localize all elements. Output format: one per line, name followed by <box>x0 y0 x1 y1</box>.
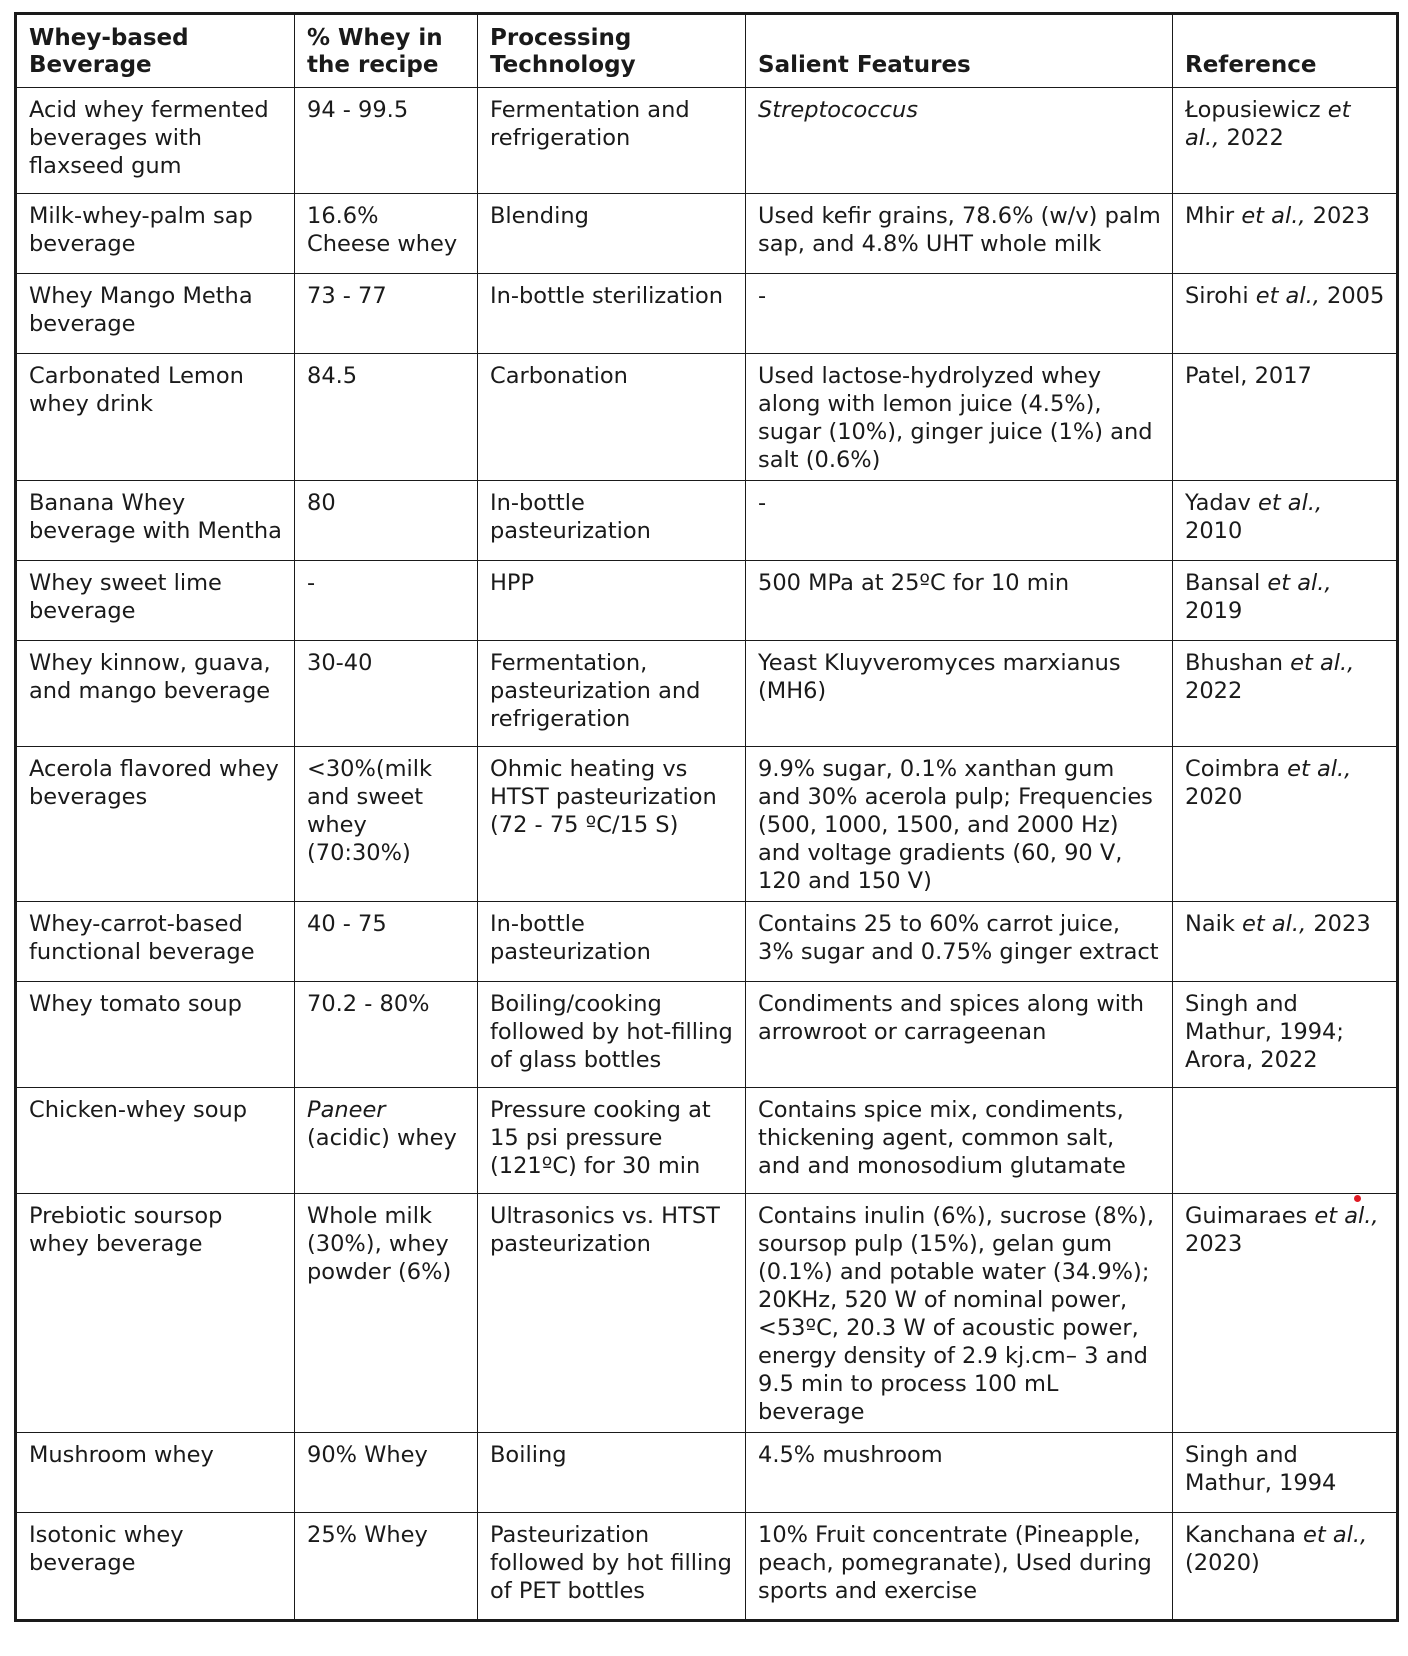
table-row <box>16 274 1398 354</box>
whey-percent-value: 70.2 - 80% <box>307 991 430 1017</box>
processing-technology: Fermentation, pasteurization and refrigeration <box>490 650 701 732</box>
cell-features <box>746 641 1173 747</box>
cell-features <box>746 982 1173 1088</box>
cell-whey-percent <box>295 354 478 481</box>
salient-features: Condiments and spices along with arrowroot or carrageenan <box>758 991 1145 1045</box>
reference-author: Patel, 2017 <box>1185 363 1312 389</box>
reference-author: Yadav <box>1185 490 1251 516</box>
table-body <box>16 88 1398 1621</box>
reference-author: Sirohi <box>1185 283 1249 309</box>
cell-whey-percent <box>295 641 478 747</box>
header-reference: Reference <box>1173 14 1398 88</box>
cell-whey-percent <box>295 1194 478 1433</box>
header-processing: Processing Technology <box>478 14 746 88</box>
whey-percent-value: 40 - 75 <box>307 911 387 937</box>
cell-beverage <box>16 1433 295 1513</box>
processing-technology: HPP <box>490 570 535 596</box>
processing-technology: Boiling/cooking followed by hot-filling of glass bottles <box>490 991 733 1073</box>
beverage-name: Carbonated Lemon whey drink <box>29 363 244 417</box>
salient-features: Yeast Kluyveromyces marxianus (MH6) <box>758 650 1121 704</box>
cell-beverage <box>16 641 295 747</box>
reference-author: Łopusiewicz <box>1185 97 1321 123</box>
whey-percent-value: 73 - 77 <box>307 283 387 309</box>
cell-beverage <box>16 1513 295 1621</box>
reference-year: 2023 <box>1185 1231 1243 1257</box>
reference-year: (2020) <box>1185 1550 1260 1576</box>
whey-percent-value: - <box>307 570 316 596</box>
cell-reference <box>1173 747 1398 902</box>
cell-processing <box>478 1513 746 1621</box>
processing-technology: Carbonation <box>490 363 628 389</box>
table-row <box>16 354 1398 481</box>
processing-technology: Pasteurization followed by hot filling of PET bottles <box>490 1522 732 1604</box>
cell-beverage <box>16 1194 295 1433</box>
table-row <box>16 88 1398 194</box>
cell-beverage <box>16 354 295 481</box>
reference-author: Bhushan <box>1185 650 1283 676</box>
cell-beverage <box>16 982 295 1088</box>
cell-reference <box>1173 561 1398 641</box>
reference-etal: et al., <box>1307 1203 1379 1229</box>
processing-technology: In-bottle pasteurization <box>490 911 651 965</box>
table-row <box>16 1194 1398 1433</box>
reference-year: 2019 <box>1185 598 1243 624</box>
cell-whey-percent <box>295 561 478 641</box>
cell-beverage <box>16 88 295 194</box>
cell-processing <box>478 481 746 561</box>
reference-year: 2005 <box>1319 283 1385 309</box>
beverage-name: Acerola flavored whey beverages <box>29 756 279 810</box>
salient-features: Contains inulin (6%), sucrose (8%), soursop pulp (15%), gelan gum (0.1%) and potable water (34.9%); 20KHz, 520 W of nominal power, <53ºC, 20.3 W of acoustic power, energy density of 2.9 kj.cm– 3 and 9.5 min to process 100 mL beverage <box>758 1203 1154 1425</box>
cell-features <box>746 354 1173 481</box>
reference-year: 2010 <box>1185 518 1243 544</box>
cell-whey-percent <box>295 982 478 1088</box>
cell-features <box>746 902 1173 982</box>
cell-features <box>746 481 1173 561</box>
salient-features: - <box>758 283 767 309</box>
beverage-name: Banana Whey beverage with Mentha <box>29 490 282 544</box>
whey-italic-part: Paneer <box>307 1097 386 1123</box>
beverage-name: Isotonic whey beverage <box>29 1522 184 1576</box>
table-row <box>16 194 1398 274</box>
processing-technology: Ohmic heating vs HTST pasteurization (72 - 75 ºC/15 S) <box>490 756 717 838</box>
reference-year: 2022 <box>1219 125 1284 151</box>
beverage-name: Mushroom whey <box>29 1442 214 1468</box>
cell-processing <box>478 982 746 1088</box>
cell-whey-percent <box>295 481 478 561</box>
cell-whey-percent <box>295 747 478 902</box>
cell-beverage <box>16 747 295 902</box>
reference-etal: et al., <box>1185 97 1351 151</box>
cell-whey-percent <box>295 274 478 354</box>
table-row <box>16 982 1398 1088</box>
reference-author: Bansal <box>1185 570 1261 596</box>
whey-percent-value: 25% Whey <box>307 1522 428 1548</box>
header-whey-percent: % Whey in the recipe <box>295 14 478 88</box>
cell-features <box>746 1088 1173 1194</box>
whey-beverage-table-container <box>14 12 1396 1622</box>
reference-author: Naik <box>1185 911 1235 937</box>
reference-year: 2023 <box>1305 203 1370 229</box>
whey-percent-value: 80 <box>307 490 336 516</box>
cell-reference <box>1173 1513 1398 1621</box>
cell-processing <box>478 1194 746 1433</box>
cell-reference <box>1173 1433 1398 1513</box>
cell-features <box>746 1513 1173 1621</box>
cell-beverage <box>16 561 295 641</box>
cell-reference <box>1173 354 1398 481</box>
table-row <box>16 1513 1398 1621</box>
cell-features <box>746 88 1173 194</box>
cell-whey-percent <box>295 1433 478 1513</box>
salient-features: 500 MPa at 25ºC for 10 min <box>758 570 1070 596</box>
table-row <box>16 747 1398 902</box>
reference-etal: et al., <box>1295 1522 1368 1548</box>
cell-beverage <box>16 902 295 982</box>
table-row <box>16 1433 1398 1513</box>
cell-beverage <box>16 1088 295 1194</box>
cell-processing <box>478 354 746 481</box>
cell-reference <box>1173 1088 1398 1194</box>
cell-processing <box>478 88 746 194</box>
red-marker-dot <box>1354 1195 1361 1202</box>
cell-beverage <box>16 194 295 274</box>
processing-technology: Blending <box>490 203 589 229</box>
salient-features: Streptococcus <box>758 97 918 123</box>
cell-whey-percent <box>295 902 478 982</box>
reference-author: Coimbra <box>1185 756 1280 782</box>
table-header-row <box>16 14 1398 88</box>
cell-processing <box>478 274 746 354</box>
cell-reference <box>1173 194 1398 274</box>
whey-percent-value: (acidic) whey <box>307 1125 457 1151</box>
salient-features: Used kefir grains, 78.6% (w/v) palm sap, and 4.8% UHT whole milk <box>758 203 1161 257</box>
cell-reference <box>1173 274 1398 354</box>
beverage-name: Milk-whey-palm sap beverage <box>29 203 253 257</box>
salient-features: 9.9% sugar, 0.1% xanthan gum and 30% acerola pulp; Frequencies (500, 1000, 1500, and 2000 Hz) and voltage gradients (60, 90 V, 120 and 150 V) <box>758 756 1153 894</box>
cell-whey-percent <box>295 88 478 194</box>
whey-percent-value: 94 - 99.5 <box>307 97 409 123</box>
reference-author: Guimaraes <box>1185 1203 1308 1229</box>
table-row <box>16 1088 1398 1194</box>
cell-processing <box>478 194 746 274</box>
reference-author: Singh and Mathur, 1994; Arora, 2022 <box>1185 991 1344 1073</box>
reference-year: 2020 <box>1185 784 1243 810</box>
beverage-name: Whey Mango Metha beverage <box>29 283 253 337</box>
cell-reference <box>1173 1194 1398 1433</box>
reference-year: 2023 <box>1306 911 1371 937</box>
whey-percent-value: 30-40 <box>307 650 373 676</box>
cell-processing <box>478 747 746 902</box>
reference-etal: et al., <box>1248 283 1320 309</box>
cell-beverage <box>16 481 295 561</box>
cell-processing <box>478 641 746 747</box>
cell-beverage <box>16 274 295 354</box>
header-beverage: Whey-based Beverage <box>16 14 295 88</box>
cell-features <box>746 561 1173 641</box>
cell-reference <box>1173 902 1398 982</box>
beverage-name: Whey-carrot-based functional beverage <box>29 911 255 965</box>
salient-features: 10% Fruit concentrate (Pineapple, peach, pomegranate), Used during sports and exercise <box>758 1522 1152 1604</box>
salient-features: Contains spice mix, condiments, thickening agent, common salt, and and monosodium glutamate <box>758 1097 1126 1179</box>
header-features: Salient Features <box>746 14 1173 88</box>
cell-reference <box>1173 641 1398 747</box>
beverage-name: Whey sweet lime beverage <box>29 570 222 624</box>
whey-percent-value: 16.6% Cheese whey <box>307 203 458 257</box>
beverage-name: Acid whey fermented beverages with flaxseed gum <box>29 97 269 179</box>
whey-beverage-table <box>14 12 1399 1622</box>
salient-features: - <box>758 490 767 516</box>
cell-whey-percent <box>295 1088 478 1194</box>
reference-author: Mhir <box>1185 203 1235 229</box>
reference-etal: et al., <box>1260 570 1332 596</box>
salient-features: Used lactose-hydrolyzed whey along with lemon juice (4.5%), sugar (10%), ginger juice (1%) and salt (0.6%) <box>758 363 1153 473</box>
beverage-name: Whey tomato soup <box>29 991 242 1017</box>
cell-whey-percent <box>295 1513 478 1621</box>
salient-features: Contains 25 to 60% carrot juice, 3% sugar and 0.75% ginger extract <box>758 911 1159 965</box>
processing-technology: Fermentation and refrigeration <box>490 97 690 151</box>
table-row <box>16 641 1398 747</box>
whey-percent-value: <30%(milk and sweet whey (70:30%) <box>307 756 433 866</box>
whey-percent-value: 84.5 <box>307 363 358 389</box>
processing-technology: Ultrasonics vs. HTST pasteurization <box>490 1203 720 1257</box>
cell-features <box>746 274 1173 354</box>
beverage-name: Whey kinnow, guava, and mango beverage <box>29 650 271 704</box>
cell-processing <box>478 902 746 982</box>
reference-year: 2022 <box>1185 678 1243 704</box>
whey-percent-value: Whole milk (30%), whey powder (6%) <box>307 1203 452 1285</box>
cell-reference <box>1173 88 1398 194</box>
reference-etal: et al., <box>1283 650 1355 676</box>
cell-reference <box>1173 982 1398 1088</box>
reference-author: Singh and Mathur, 1994 <box>1185 1442 1337 1496</box>
cell-features <box>746 194 1173 274</box>
table-row <box>16 481 1398 561</box>
processing-technology: Pressure cooking at 15 psi pressure (121ºC) for 30 min <box>490 1097 711 1179</box>
cell-reference <box>1173 481 1398 561</box>
reference-etal: et al., <box>1279 756 1352 782</box>
table-row <box>16 561 1398 641</box>
reference-author: Kanchana <box>1185 1522 1296 1548</box>
processing-technology: Boiling <box>490 1442 567 1468</box>
salient-features: 4.5% mushroom <box>758 1442 943 1468</box>
beverage-name: Chicken-whey soup <box>29 1097 248 1123</box>
cell-features <box>746 747 1173 902</box>
cell-features <box>746 1433 1173 1513</box>
reference-etal: et al., <box>1234 911 1307 937</box>
processing-technology: In-bottle sterilization <box>490 283 724 309</box>
cell-features <box>746 1194 1173 1433</box>
whey-percent-value: 90% Whey <box>307 1442 428 1468</box>
reference-etal: et al., <box>1234 203 1306 229</box>
table-row <box>16 902 1398 982</box>
cell-processing <box>478 1433 746 1513</box>
processing-technology: In-bottle pasteurization <box>490 490 651 544</box>
reference-etal: et al., <box>1250 490 1323 516</box>
cell-processing <box>478 1088 746 1194</box>
beverage-name: Prebiotic soursop whey beverage <box>29 1203 223 1257</box>
cell-processing <box>478 561 746 641</box>
cell-whey-percent <box>295 194 478 274</box>
